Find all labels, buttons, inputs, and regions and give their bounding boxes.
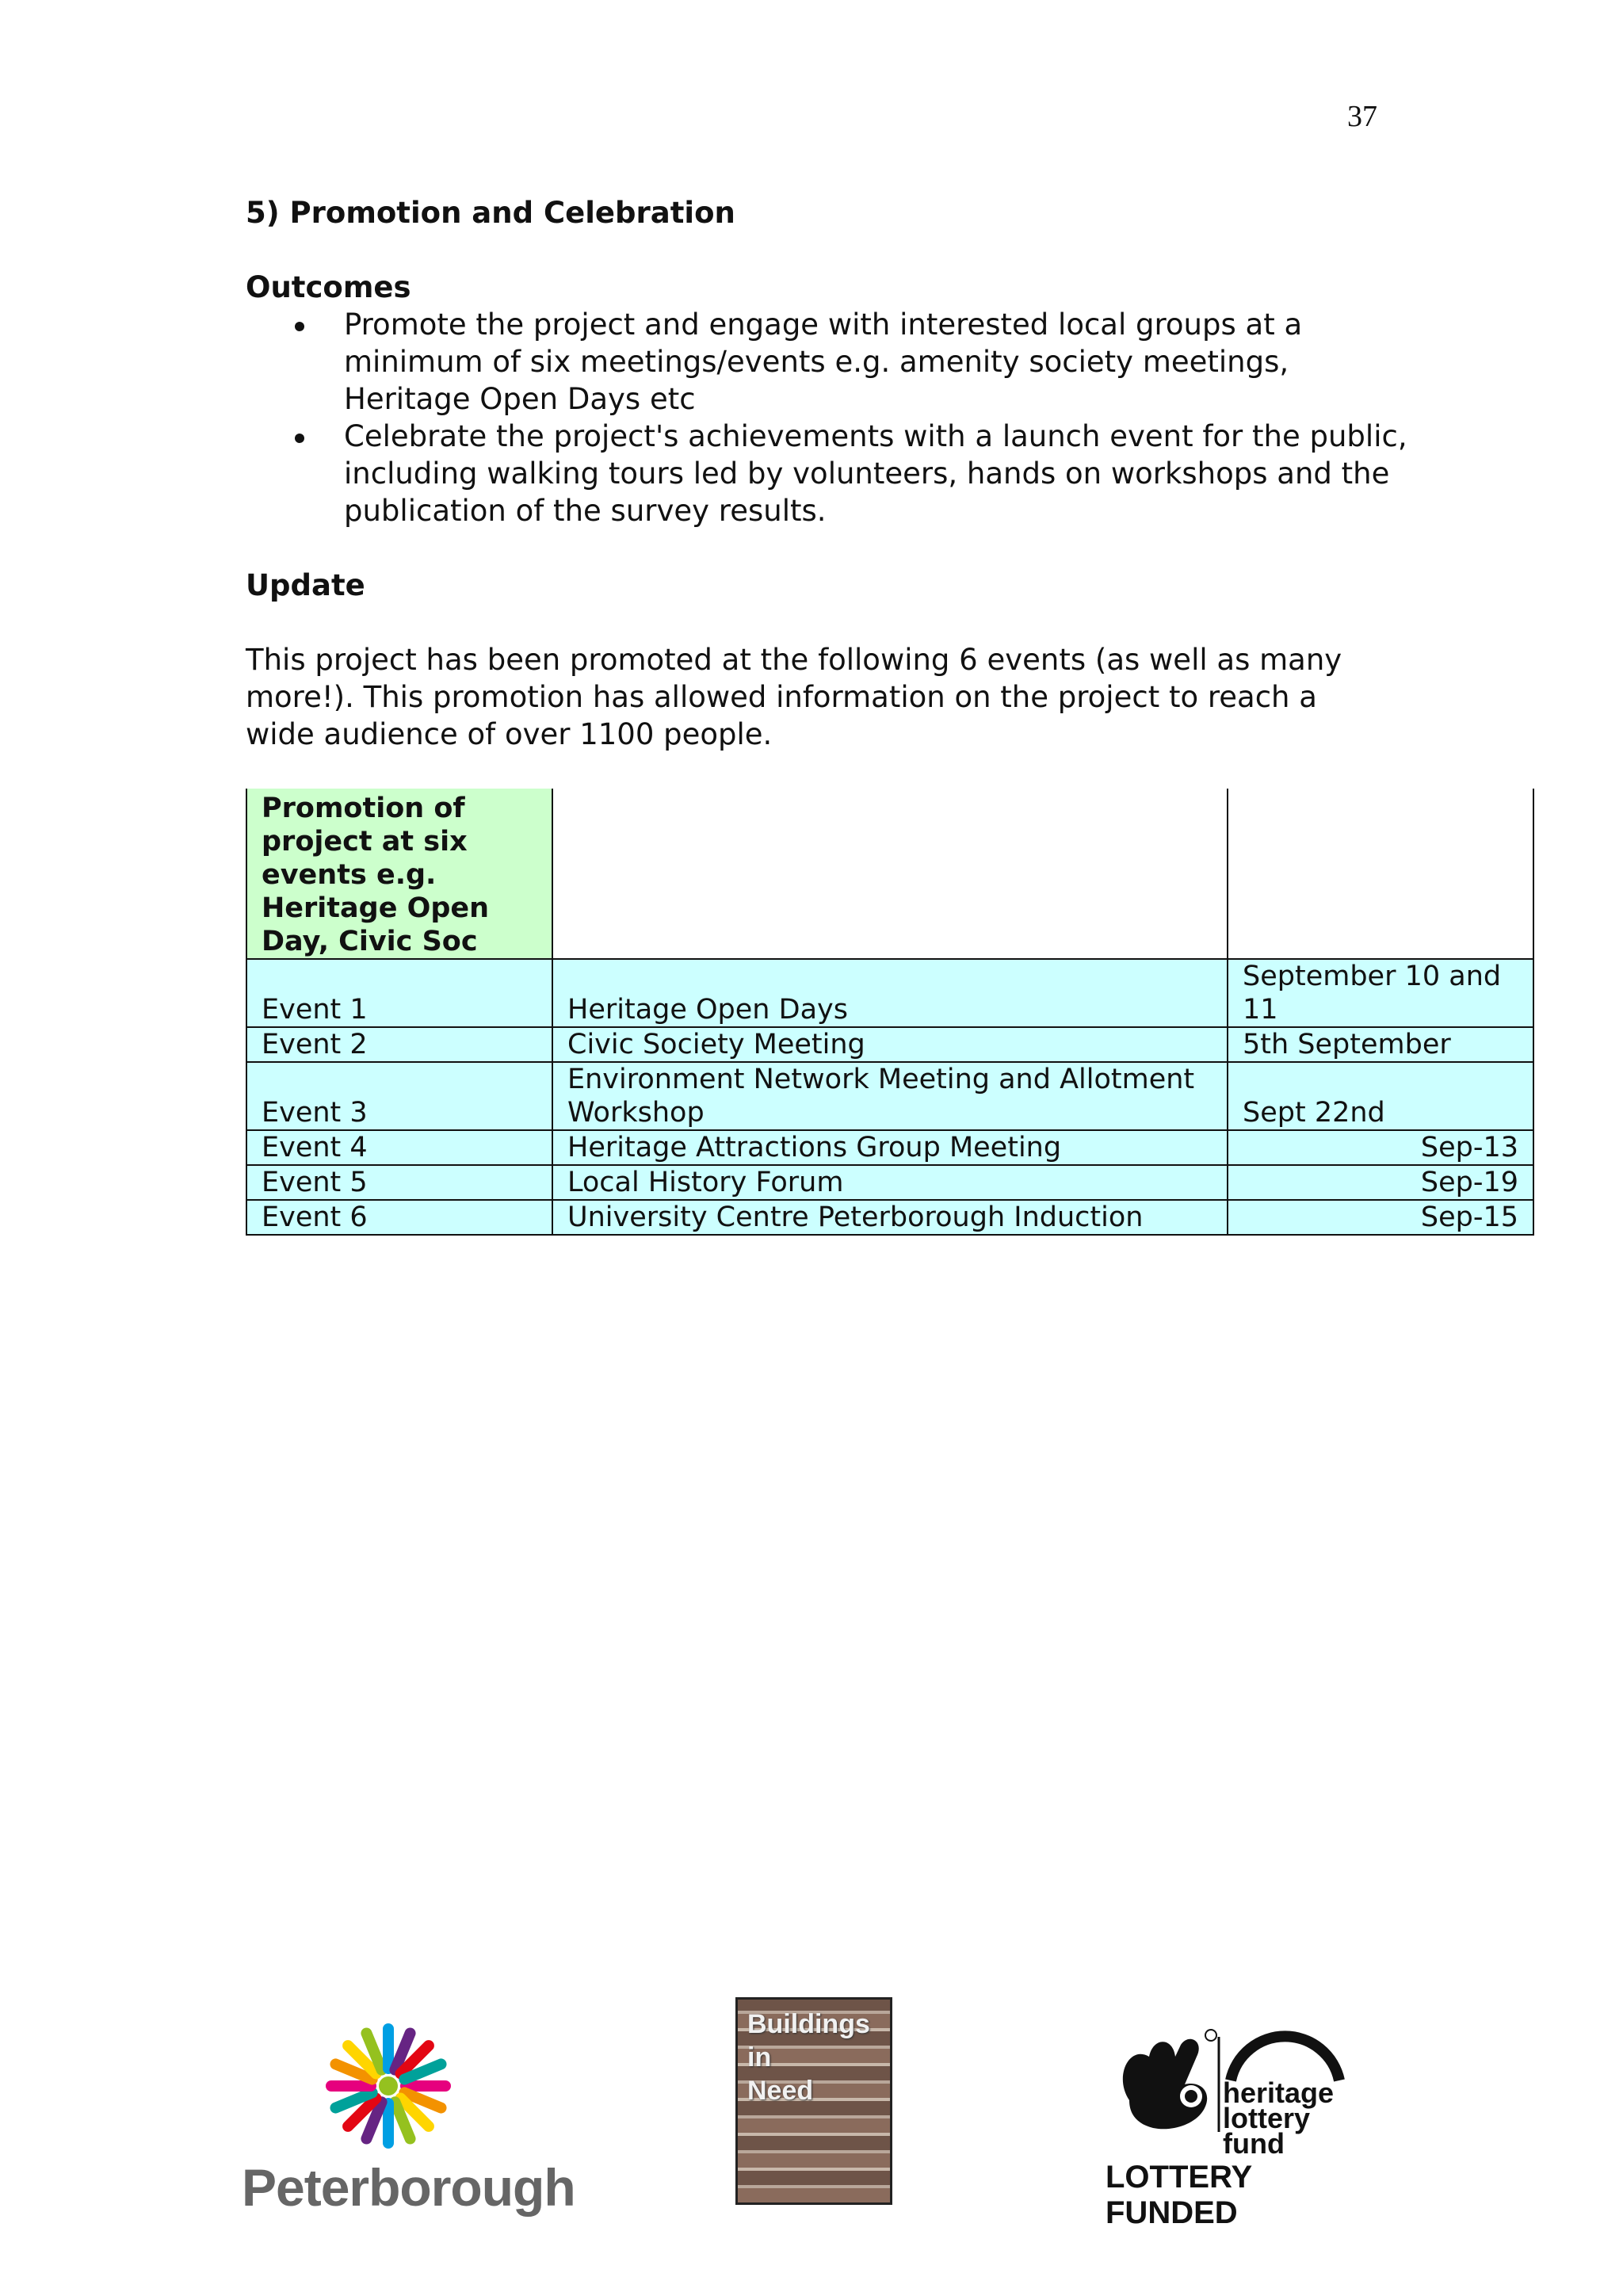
event-cell: Event 3 bbox=[246, 1062, 552, 1130]
events-table bbox=[246, 789, 1534, 1236]
peterborough-logo bbox=[242, 2021, 575, 2219]
hlf-wordmark: heritage lottery fund bbox=[1223, 2076, 1335, 2160]
section-title: 5) Promotion and Celebration bbox=[246, 196, 735, 230]
buildings-in-need-wordmark: Buildings in Need bbox=[747, 2009, 870, 2106]
event-date-cell: Sep-13 bbox=[1228, 1130, 1533, 1165]
update-heading: Update bbox=[246, 568, 365, 602]
bullet-icon bbox=[295, 322, 304, 331]
table-row bbox=[246, 1165, 1533, 1200]
bullet-icon bbox=[295, 434, 304, 443]
table-header-empty bbox=[552, 789, 1228, 959]
event-date-cell: Sep-15 bbox=[1228, 1200, 1533, 1235]
event-cell: Event 5 bbox=[246, 1165, 552, 1200]
outcomes-heading: Outcomes bbox=[246, 270, 411, 304]
event-name-cell: Heritage Attractions Group Meeting bbox=[552, 1130, 1228, 1165]
table-row bbox=[246, 1130, 1533, 1165]
heritage-lottery-fund-logo bbox=[1106, 2013, 1375, 2230]
peterborough-burst-icon bbox=[242, 2021, 535, 2156]
lottery-funded-label: LOTTERY FUNDED bbox=[1106, 2160, 1252, 2230]
update-paragraph: This project has been promoted at the following 6 events (as well as many more!). This promotion has allowed information on the project to reach a wide audience of over 1100 people. bbox=[246, 643, 1342, 751]
event-date-cell: Sep-19 bbox=[1228, 1165, 1533, 1200]
outcome-text: Celebrate the project's achievements with a launch event for the public, including walking tours led by volunteers, hands on workshops and the publication of the survey results. bbox=[344, 419, 1407, 528]
list-item bbox=[246, 306, 1419, 418]
main-content bbox=[246, 194, 1407, 753]
outcome-text: Promote the project and engage with interested local groups at a minimum of six meetings/events e.g. amenity society meetings, Heritage Open Days etc bbox=[344, 308, 1303, 416]
event-name-cell: University Centre Peterborough Induction bbox=[552, 1200, 1228, 1235]
table-row bbox=[246, 959, 1533, 1027]
footer-logos bbox=[0, 1997, 1623, 2230]
table-header-label: Promotion of project at six events e.g. Heritage Open Day, Civic Soc bbox=[246, 789, 552, 959]
outcomes-list bbox=[246, 306, 1407, 529]
event-date-cell: 5th September bbox=[1228, 1027, 1533, 1062]
event-cell: Event 1 bbox=[246, 959, 552, 1027]
event-name-cell: Civic Society Meeting bbox=[552, 1027, 1228, 1062]
event-cell: Event 4 bbox=[246, 1130, 552, 1165]
event-date-cell: September 10 and 11 bbox=[1228, 959, 1533, 1027]
table-header-row bbox=[246, 789, 1533, 959]
table-row bbox=[246, 1200, 1533, 1235]
event-name-cell: Heritage Open Days bbox=[552, 959, 1228, 1027]
peterborough-wordmark: Peterborough bbox=[242, 2158, 575, 2217]
list-item bbox=[246, 418, 1419, 529]
event-date-cell: Sept 22nd bbox=[1228, 1062, 1533, 1130]
page-number: 37 bbox=[1347, 100, 1377, 133]
table-row bbox=[246, 1062, 1533, 1130]
event-cell: Event 6 bbox=[246, 1200, 552, 1235]
event-cell: Event 2 bbox=[246, 1027, 552, 1062]
event-name-cell: Local History Forum bbox=[552, 1165, 1228, 1200]
table-header-empty bbox=[1228, 789, 1533, 959]
event-name-cell: Environment Network Meeting and Allotment Workshop bbox=[552, 1062, 1228, 1130]
buildings-in-need-logo bbox=[735, 1997, 892, 2205]
table-row bbox=[246, 1027, 1533, 1062]
